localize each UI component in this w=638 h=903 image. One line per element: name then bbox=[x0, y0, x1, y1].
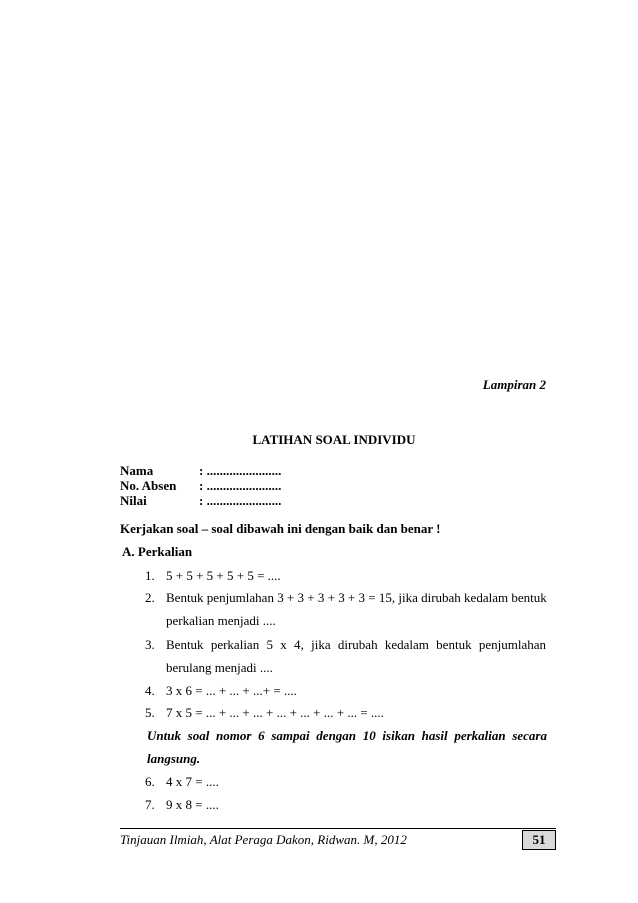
question-text: 5 + 5 + 5 + 5 + 5 = .... bbox=[166, 568, 281, 583]
question-number: 7. bbox=[145, 797, 155, 812]
question-number: 4. bbox=[145, 683, 155, 698]
question-text: 4 x 7 = .... bbox=[166, 774, 219, 789]
question-number: 2. bbox=[145, 590, 155, 605]
question-text: Bentuk perkalian 5 x 4, jika dirubah kedalam bentuk penjumlahan bbox=[166, 637, 546, 652]
question-item bbox=[145, 683, 297, 699]
question-continuation: perkalian menjadi .... bbox=[166, 613, 276, 628]
question-text: 9 x 8 = .... bbox=[166, 797, 219, 812]
field-label: Nilai bbox=[120, 493, 147, 508]
question-item bbox=[145, 774, 219, 790]
field-value: : ....................... bbox=[199, 463, 282, 478]
question-item bbox=[145, 797, 219, 813]
footer-citation: Tinjauan Ilmiah, Alat Peraga Dakon, Ridwan. M, 2012 bbox=[120, 832, 407, 847]
note-text bbox=[147, 728, 547, 744]
question-text: Bentuk penjumlahan 3 + 3 + 3 + 3 + 3 = 15, jika dirubah kedalam bentuk bbox=[166, 590, 547, 605]
page-title: LATIHAN SOAL INDIVIDU bbox=[252, 432, 416, 447]
instruction-text: Kerjakan soal – soal dibawah ini dengan baik dan benar ! bbox=[120, 521, 441, 536]
field-nama bbox=[120, 463, 281, 479]
question-number: 3. bbox=[145, 637, 155, 652]
footer-divider bbox=[120, 828, 556, 829]
question-text: 3 x 6 = ... + ... + ...+ = .... bbox=[166, 683, 297, 698]
field-nilai bbox=[120, 493, 281, 509]
question-number: 1. bbox=[145, 568, 155, 583]
question-number: 5. bbox=[145, 705, 155, 720]
page-number: 51 bbox=[522, 830, 556, 850]
field-label: No. Absen bbox=[120, 478, 177, 493]
note-line: Untuk soal nomor 6 sampai dengan 10 isikan hasil perkalian secara bbox=[147, 728, 547, 743]
field-value: : ....................... bbox=[199, 493, 282, 508]
field-label: Nama bbox=[120, 463, 154, 478]
field-no-absen bbox=[120, 478, 281, 494]
question-text: 7 x 5 = ... + ... + ... + ... + ... + ... + ... = .... bbox=[166, 705, 384, 720]
field-value: : ....................... bbox=[199, 478, 282, 493]
question-item bbox=[145, 637, 546, 653]
section-heading: A. Perkalian bbox=[122, 544, 193, 559]
question-continuation: berulang menjadi .... bbox=[166, 660, 273, 675]
question-item bbox=[145, 705, 384, 721]
note-line: langsung. bbox=[147, 751, 201, 766]
question-number: 6. bbox=[145, 774, 155, 789]
question-item bbox=[145, 568, 281, 584]
appendix-label: Lampiran 2 bbox=[482, 377, 546, 392]
question-item bbox=[145, 590, 547, 606]
